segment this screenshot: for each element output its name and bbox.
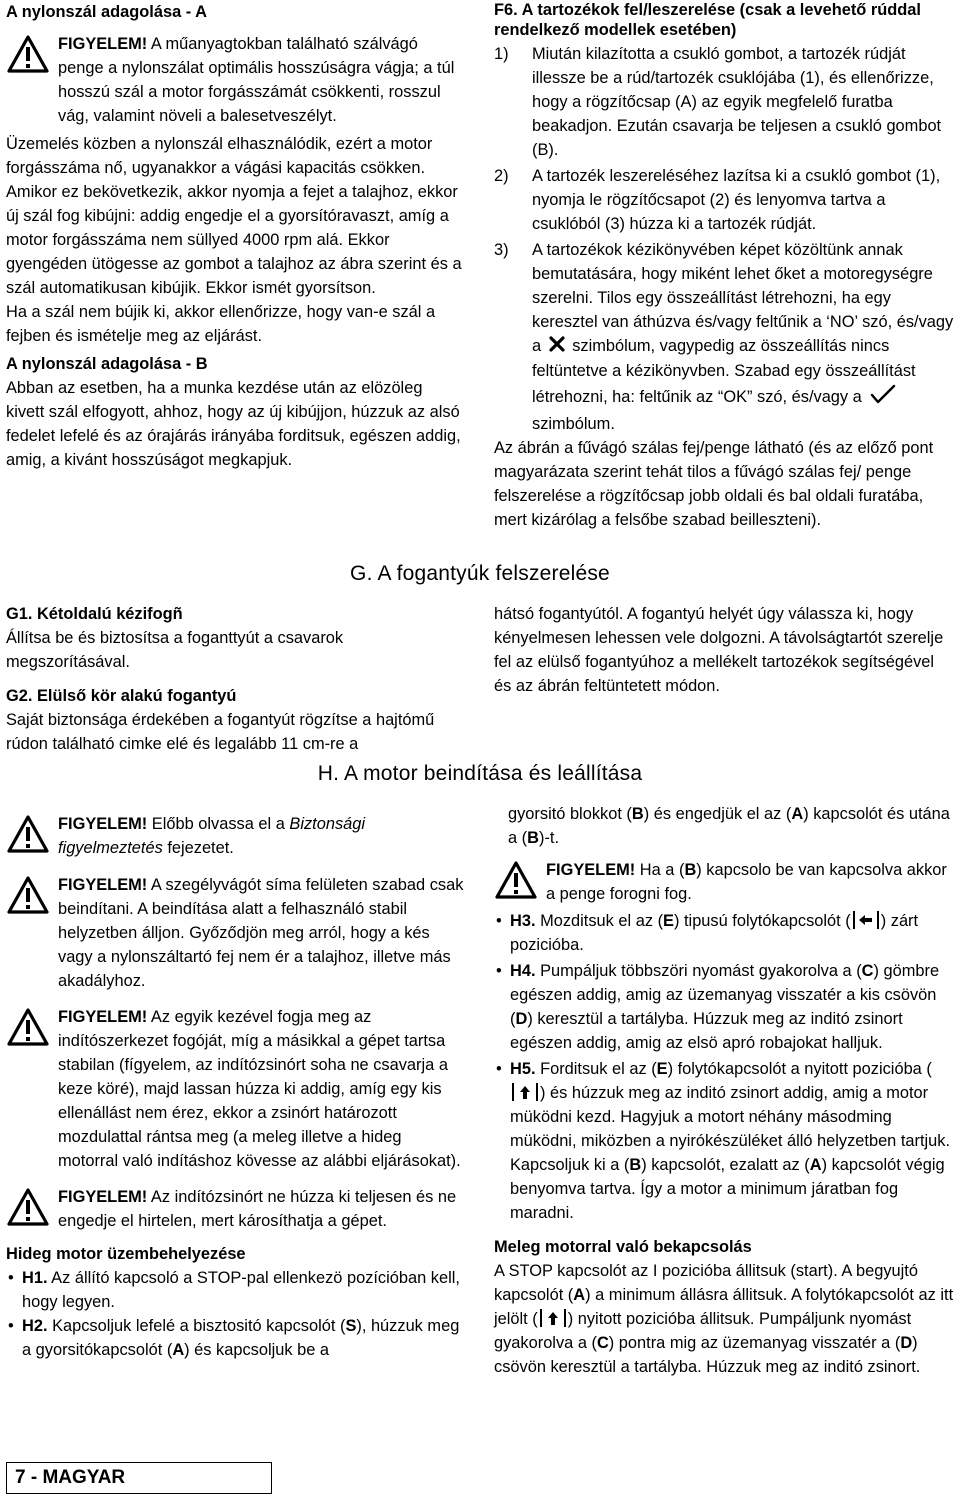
step-h1: • H1. Az állító kapcsoló a STOP-pal ellenkezö pozícióban kell, hogy legyen. — [6, 1266, 464, 1314]
cold-start-steps — [6, 1266, 464, 1362]
warning-icon — [494, 858, 546, 907]
warning-h3 — [6, 1005, 464, 1173]
warning-icon — [6, 1185, 58, 1234]
f6-step-1: 1) Miután kilazította a csukló gombot, a tartozék rúdját illessze be a rúd/tartozék csuklójába (1), és ellenőrizze, hogy a rögzítőcsap (A) az egyik megfelelő furatba beakadjon. Ezután csavarja be teljesen a csukló gombot (B). — [494, 45, 942, 159]
warning-icon — [6, 873, 58, 993]
section-h-right — [494, 802, 954, 1379]
heading-g2: G2. Elülső kör alakú fogantyú — [6, 687, 237, 705]
para-f6-after: Az ábrán a fűvágó szálas fej/penge látható (és az előző pont magyarázata szerint tehát tilos a fűvágó szálas fej/ penge felszerelése a rögzítőcsap jobb oldali és bal oldali furatába, mert kizárólag a felsőbe szabad beilleszteni). — [494, 438, 934, 529]
para-h-continued: gyorsitó blokkot (B) és engedjük el az (A) kapcsolót és utána a (B)-t. — [508, 805, 950, 847]
warning-h2-text: FIGYELEM! A szegélyvágót síma felületen szabad csak beindítani. A beindítása alatt a felhasználó stabil helyzetben álljon. Győződjön meg arról, hogy a kés vagy a nylonszáltartó fej nem ér a talajhoz, illetve más akadályhoz. — [58, 876, 464, 990]
para-feed-b: Abban az esetben, ha a munka kezdése után az elözöleg kivett szál elfogyott, ahhoz, hogy az új kibújjon, húzzuk az alsó fedelet lefelé és az órajárás irányába forditsuk, egészen addig, amig, a kivánt hosszúságot megkapjuk. — [6, 379, 461, 469]
choke-closed-icon — [853, 911, 879, 929]
f6-steps — [494, 42, 954, 436]
warning-h4 — [6, 1185, 464, 1234]
para-g-right: hátsó fogantyútól. A fogantyú helyét úgy válassza ki, hogy kényelmesen lehessen vele dolgozni. A távolságtartót szerelje fel az elülső fogantyúhoz a mellékelt tartozékok segítségével és az ábrán feltüntetett módon. — [494, 605, 944, 695]
para-warm-start: A STOP kapcsolót az I pozicióba állitsuk (start). A begyujtó kapcsolót (A) a minimum állásra állitsuk. A folytókapcsolót az itt jelölt ( ) nyitott pozicióba állitsuk. Pumpáljunk nyomást gyakorolva a (C) pontra mig az üzemanyag visszatér a (D) csövön keresztül a tartályba. Húzzuk meg az inditó zsinort. — [494, 1262, 954, 1376]
heading-f6: F6. A tartozékok fel/leszerelése (csak a levehető rúddal rendelkező modellek esetében) — [494, 1, 921, 39]
warning-h5-text: FIGYELEM! Ha a (B) kapcsolo be van kapcsolva akkor a penge forogni fog. — [546, 861, 947, 903]
warning-h1 — [6, 812, 464, 861]
para-feed-a1: Üzemelés közben a nylonszál elhasználódik, ezért a motor forgásszáma nő, ugyanakkor a vágási kapacitás csökken. Amikor ez bekövetkezik, akkor nyomja a fejet a talajhoz, ekkor új szál fog kibújni: addig engedje el a gyorsítóravaszt, amíg a motor forgásszáma nem süllyed 4000 rpm alá. Ekkor gyengéden ütögesse az gombot a talajhoz az ábra szerint és a szál automatikusan kibújik. Ekkor ismét gyorsítson. — [6, 135, 462, 297]
heading-feed-b: A nylonszál adagolása - B — [6, 355, 208, 373]
heading-feed-a: A nylonszál adagolása - A — [6, 3, 207, 21]
cross-icon — [546, 335, 568, 359]
step-h3: • H3. Mozditsuk el az (E) tipusú folytókapcsolót ( ) zárt pozicióba. — [494, 909, 954, 957]
para-g2: Saját biztonsága érdekében a fogantyút rögzítse a hajtómű rúdon található cimke elé és legalább 11 cm-re a — [6, 711, 435, 753]
section-h-title: H. A motor beindítása és leállítása — [317, 762, 643, 785]
left-top-column — [6, 0, 464, 472]
check-icon — [866, 383, 900, 412]
section-g-title: G. A fogantyúk felszerelése — [350, 562, 610, 585]
step-h4: • H4. Pumpáljuk többszöri nyomást gyakorolva a (C) gömbre egészen addig, amig az üzemanyag visszatér a kis csövön (D) keresztül a tartályba. Húzzuk meg az inditó zsinort egészen addig, amig az elsö apró robajokat halljuk. — [494, 959, 954, 1055]
heading-g1: G1. Kétoldalú kézifogñ — [6, 605, 183, 623]
choke-open-icon — [512, 1083, 538, 1101]
heading-cold-start: Hideg motor üzembehelyezése — [6, 1245, 246, 1263]
warning-h5 — [494, 858, 954, 907]
warning-h3-text: FIGYELEM! Az egyik kezével fogja meg az indítószerkezet fogóját, míg a másikkal a gépet tartsa stabilan (fígyelem, az indítózsinórt soha ne csavarja a keze köré), majd lassan húzza ki addig, amíg egy kis ellenállást nem érez, ekkor a zsinórt határozott mozdulattal rántsa meg (a meleg illetve a hideg motorral való indításhoz kövesse az alábbi eljárásokat). — [58, 1008, 461, 1170]
step-h5: • H5. Forditsuk el az (E) folytókapcsolót a nyitott pozicióba ( ) és húzzuk meg az inditó zsinort addig, amig a motor müködni kezd. Hagyjuk a motort néhány másodming müködni, miközben a nyirókészüléket álló helyzetben tartjuk. Kapcsoljuk ki a (B) kapcsolót, ezalatt az (A) kapcsolót végig benyomva tartva. Így a motor a minimum járatban fog maradni. — [494, 1057, 954, 1225]
warning-h1-text: FIGYELEM! Előbb olvassa el a Biztonsági figyelmeztetés fejezetet. — [58, 815, 366, 857]
warning-feed-a — [6, 32, 464, 128]
warning-h2 — [6, 873, 464, 993]
warning-feed-a-text: FIGYELEM! A műanyagtokban található szálvágó penge a nylonszálat optimális hosszúságra vágja; a túl hosszú szál a motor forgásszámát csökkenti, rosszul vág, valamint növeli a balesetveszélyt. — [58, 35, 455, 125]
choke-open-icon — [540, 1309, 566, 1327]
section-g-right — [494, 602, 954, 698]
warning-h4-text: FIGYELEM! Az indítózsinórt ne húzza ki teljesen és ne engedje el hirtelen, mert károsíthatja a gépet. — [58, 1188, 457, 1230]
page-number-footer: 7 - MAGYAR — [6, 1462, 272, 1494]
warning-icon — [6, 1005, 58, 1173]
right-top-column — [494, 0, 954, 532]
para-feed-a2: Ha a szál nem bújik ki, akkor ellenőrizze, hogy van-e szál a fejben és ismételje meg az eljárást. — [6, 303, 436, 345]
start-steps — [494, 909, 954, 1225]
warning-icon — [6, 812, 58, 861]
heading-warm-start: Meleg motorral való bekapcsolás — [494, 1238, 752, 1256]
section-h-left — [6, 812, 464, 1362]
section-g-left — [6, 602, 464, 756]
warning-icon — [6, 32, 58, 128]
para-g1: Állítsa be és biztosítsa a foganttyút a csavarok megszorításával. — [6, 629, 344, 671]
f6-step-2: 2) A tartozék leszereléséhez lazítsa ki a csukló gombot (1), nyomja le rögzítőcsapot (2) és lenyomva tartva a csuklóból (3) húzza ki a tartozék rúdját. — [494, 167, 941, 233]
step-h2: • H2. Kapcsoljuk lefelé a bisztositó kapcsolót (S), húzzuk meg a gyorsitókapcsolót (A) és kapcsoljuk be a — [6, 1314, 464, 1362]
f6-step-3: 3) A tartozékok kézikönyvében képet közöltünk annak bemutatására, hogy miként lehet őket a motoregységre szerelni. Tilos egy összeállítást létrehozni, ha egy keresztel van áthúzva és/vagy feltűnik a ‘NO’ szó, és/vagy a szimbólum, vagypedig az összeállítás nincs feltüntetve a kézikönyvben. Szabad egy összeállítást létrehozni, ha: feltűnik az “OK” szó, és/vagy a szimbólum. — [494, 241, 954, 433]
